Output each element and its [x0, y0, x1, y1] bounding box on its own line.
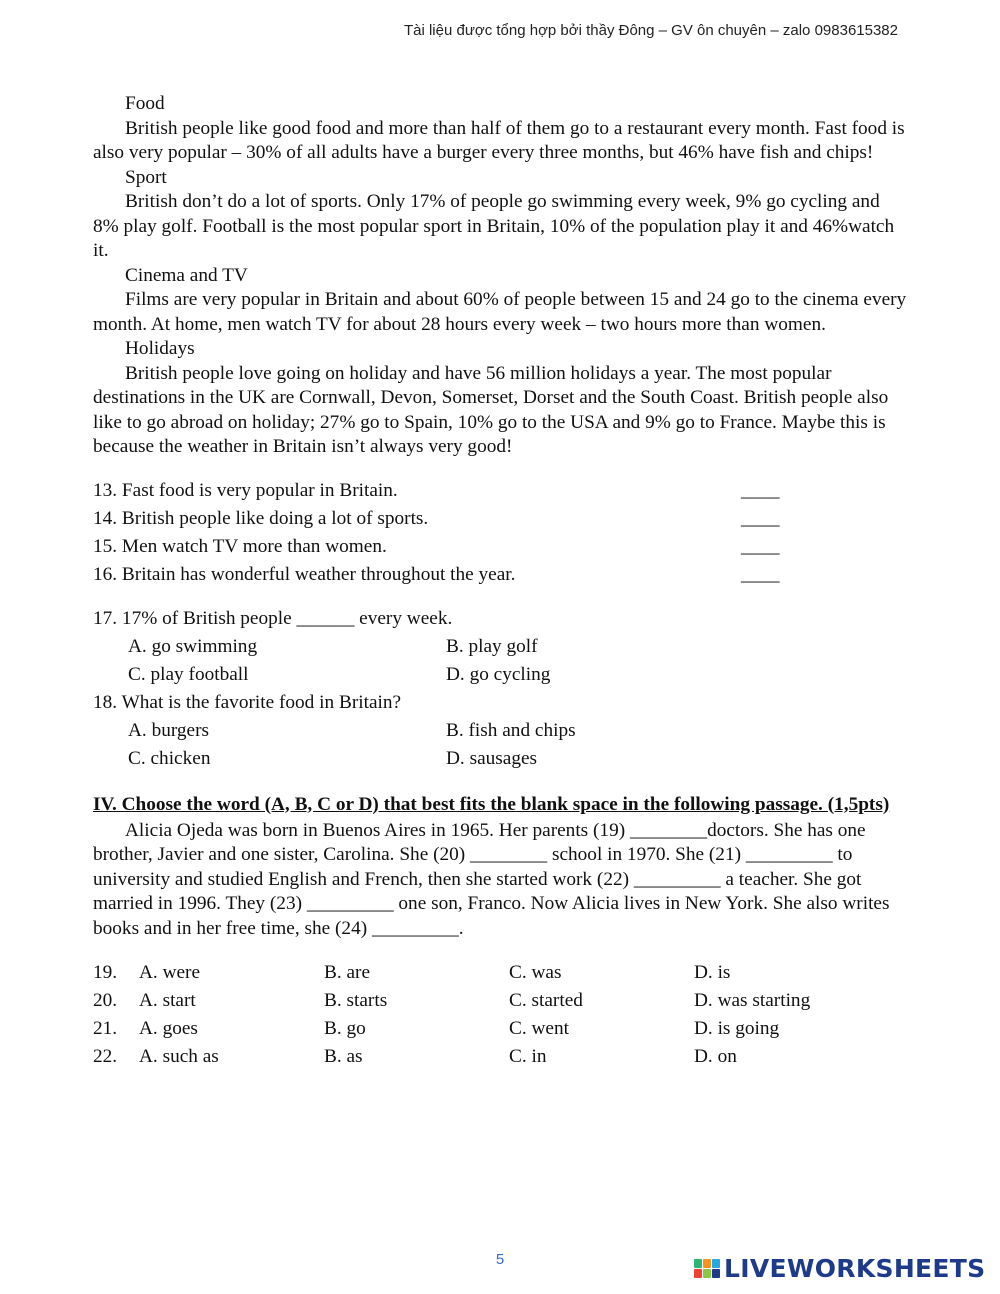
option-d[interactable]: D. is — [694, 962, 731, 983]
option-c[interactable]: C. went — [509, 1018, 569, 1039]
passage-heading: Sport — [125, 166, 167, 188]
option-c[interactable]: C. chicken — [128, 747, 211, 769]
liveworksheets-logo[interactable] — [694, 1254, 985, 1283]
answer-blank[interactable]: ____ — [741, 479, 780, 501]
answer-row — [93, 1015, 908, 1043]
option-a[interactable]: A. start — [139, 990, 196, 1011]
passage-paragraph: British people love going on holiday and have 56 million holidays a year. The most popular destinations in the UK are Cornwall, Devon, Somerset, Dorset and the South Coast. British people also like to go abroad on holiday; 27% go to Spain, 10% go to the USA and 9% go to France. Maybe this is because the weather in Britain isn’t always very good! — [93, 362, 889, 457]
question-number: 22. — [93, 1046, 118, 1067]
worksheet-content — [93, 92, 908, 1071]
answer-options-table — [93, 959, 908, 1071]
question-number: 19. — [93, 962, 118, 983]
option-d[interactable]: D. on — [694, 1046, 737, 1067]
section-title: IV. Choose the word (A, B, C or D) that best fits the blank space in the following passage. (1,5pts) — [93, 793, 890, 815]
option-c[interactable]: C. play football — [128, 663, 249, 685]
true-false-questions — [93, 477, 908, 589]
question-number: 20. — [93, 990, 118, 1011]
question-text: 16. Britain has wonderful weather throughout the year. — [93, 563, 516, 585]
question-text: 18. What is the favorite food in Britain? — [93, 691, 402, 713]
question-text: 13. Fast food is very popular in Britain. — [93, 479, 398, 501]
cloze-passage: Alicia Ojeda was born in Buenos Aires in 1965. Her parents (19) ________doctors. She has one brother, Javier and one sister, Carolina. She (20) ________ school in 1970. She (21) _________ to university and studied English and French, then she started work (22) _________ a teacher. She got married in 1996. They (23) _________ one son, Franco. Now Alicia lives in New York. She also writes books and in her free time, she (24) _________. — [93, 819, 890, 939]
option-b[interactable]: B. as — [324, 1046, 363, 1067]
answer-row — [93, 959, 908, 987]
question-text: 17. 17% of British people ______ every week. — [93, 607, 453, 629]
option-a[interactable]: A. were — [139, 962, 201, 983]
logo-text: LIVEWORKSHEETS — [724, 1254, 986, 1283]
answer-blank[interactable]: ____ — [741, 507, 780, 529]
option-row — [93, 661, 908, 689]
question-text: 14. British people like doing a lot of sports. — [93, 507, 429, 529]
option-b[interactable]: B. fish and chips — [446, 719, 576, 741]
question-number: 21. — [93, 1018, 118, 1039]
option-b[interactable]: B. play golf — [446, 635, 538, 657]
option-row — [93, 745, 908, 773]
question-text: 15. Men watch TV more than women. — [93, 535, 387, 557]
option-a[interactable]: A. goes — [139, 1018, 198, 1039]
option-d[interactable]: D. was starting — [694, 990, 811, 1011]
option-c[interactable]: C. was — [509, 962, 562, 983]
option-row — [93, 717, 908, 745]
passage-heading: Food — [125, 93, 165, 114]
passage-heading: Cinema and TV — [125, 264, 248, 286]
true-false-row — [93, 477, 908, 505]
passage-paragraph: Films are very popular in Britain and about 60% of people between 15 and 24 go to the cinema every month. At home, men watch TV for about 28 hours every week – two hours more than women. — [93, 289, 907, 335]
option-c[interactable]: C. in — [509, 1046, 547, 1067]
answer-row — [93, 1043, 908, 1071]
option-d[interactable]: D. sausages — [446, 747, 538, 769]
true-false-row — [93, 561, 908, 589]
reading-passage — [93, 92, 908, 460]
option-a[interactable]: A. burgers — [128, 719, 210, 741]
option-b[interactable]: B. starts — [324, 990, 388, 1011]
option-row — [93, 633, 908, 661]
passage-paragraph: British don’t do a lot of sports. Only 17% of people go swimming every week, 9% go cycling and 8% play golf. Football is the most popular sport in Britain, 10% of the population play it and 46%watch it. — [93, 191, 895, 261]
answer-blank[interactable]: ____ — [741, 563, 780, 585]
answer-blank[interactable]: ____ — [741, 535, 780, 557]
true-false-row — [93, 505, 908, 533]
answer-row — [93, 987, 908, 1015]
logo-grid-icon — [694, 1259, 720, 1278]
option-a[interactable]: A. such as — [139, 1046, 219, 1067]
option-c[interactable]: C. started — [509, 990, 583, 1011]
page-number: 5 — [495, 1251, 505, 1268]
option-b[interactable]: B. are — [324, 962, 371, 983]
true-false-row — [93, 533, 908, 561]
multiple-choice-questions — [93, 605, 908, 773]
option-d[interactable]: D. is going — [694, 1018, 780, 1039]
option-b[interactable]: B. go — [324, 1018, 366, 1039]
page-header: Tài liệu được tổng hợp bởi thầy Đông – GV ôn chuyên – zalo 0983615382 — [403, 22, 898, 39]
option-a[interactable]: A. go swimming — [128, 635, 258, 657]
passage-heading: Holidays — [125, 338, 195, 359]
passage-paragraph: British people like good food and more than half of them go to a restaurant every month. Fast food is also very popular – 30% of all adults have a burger every three months, but 46% have fish and chips! — [93, 117, 905, 163]
option-d[interactable]: D. go cycling — [446, 663, 551, 685]
